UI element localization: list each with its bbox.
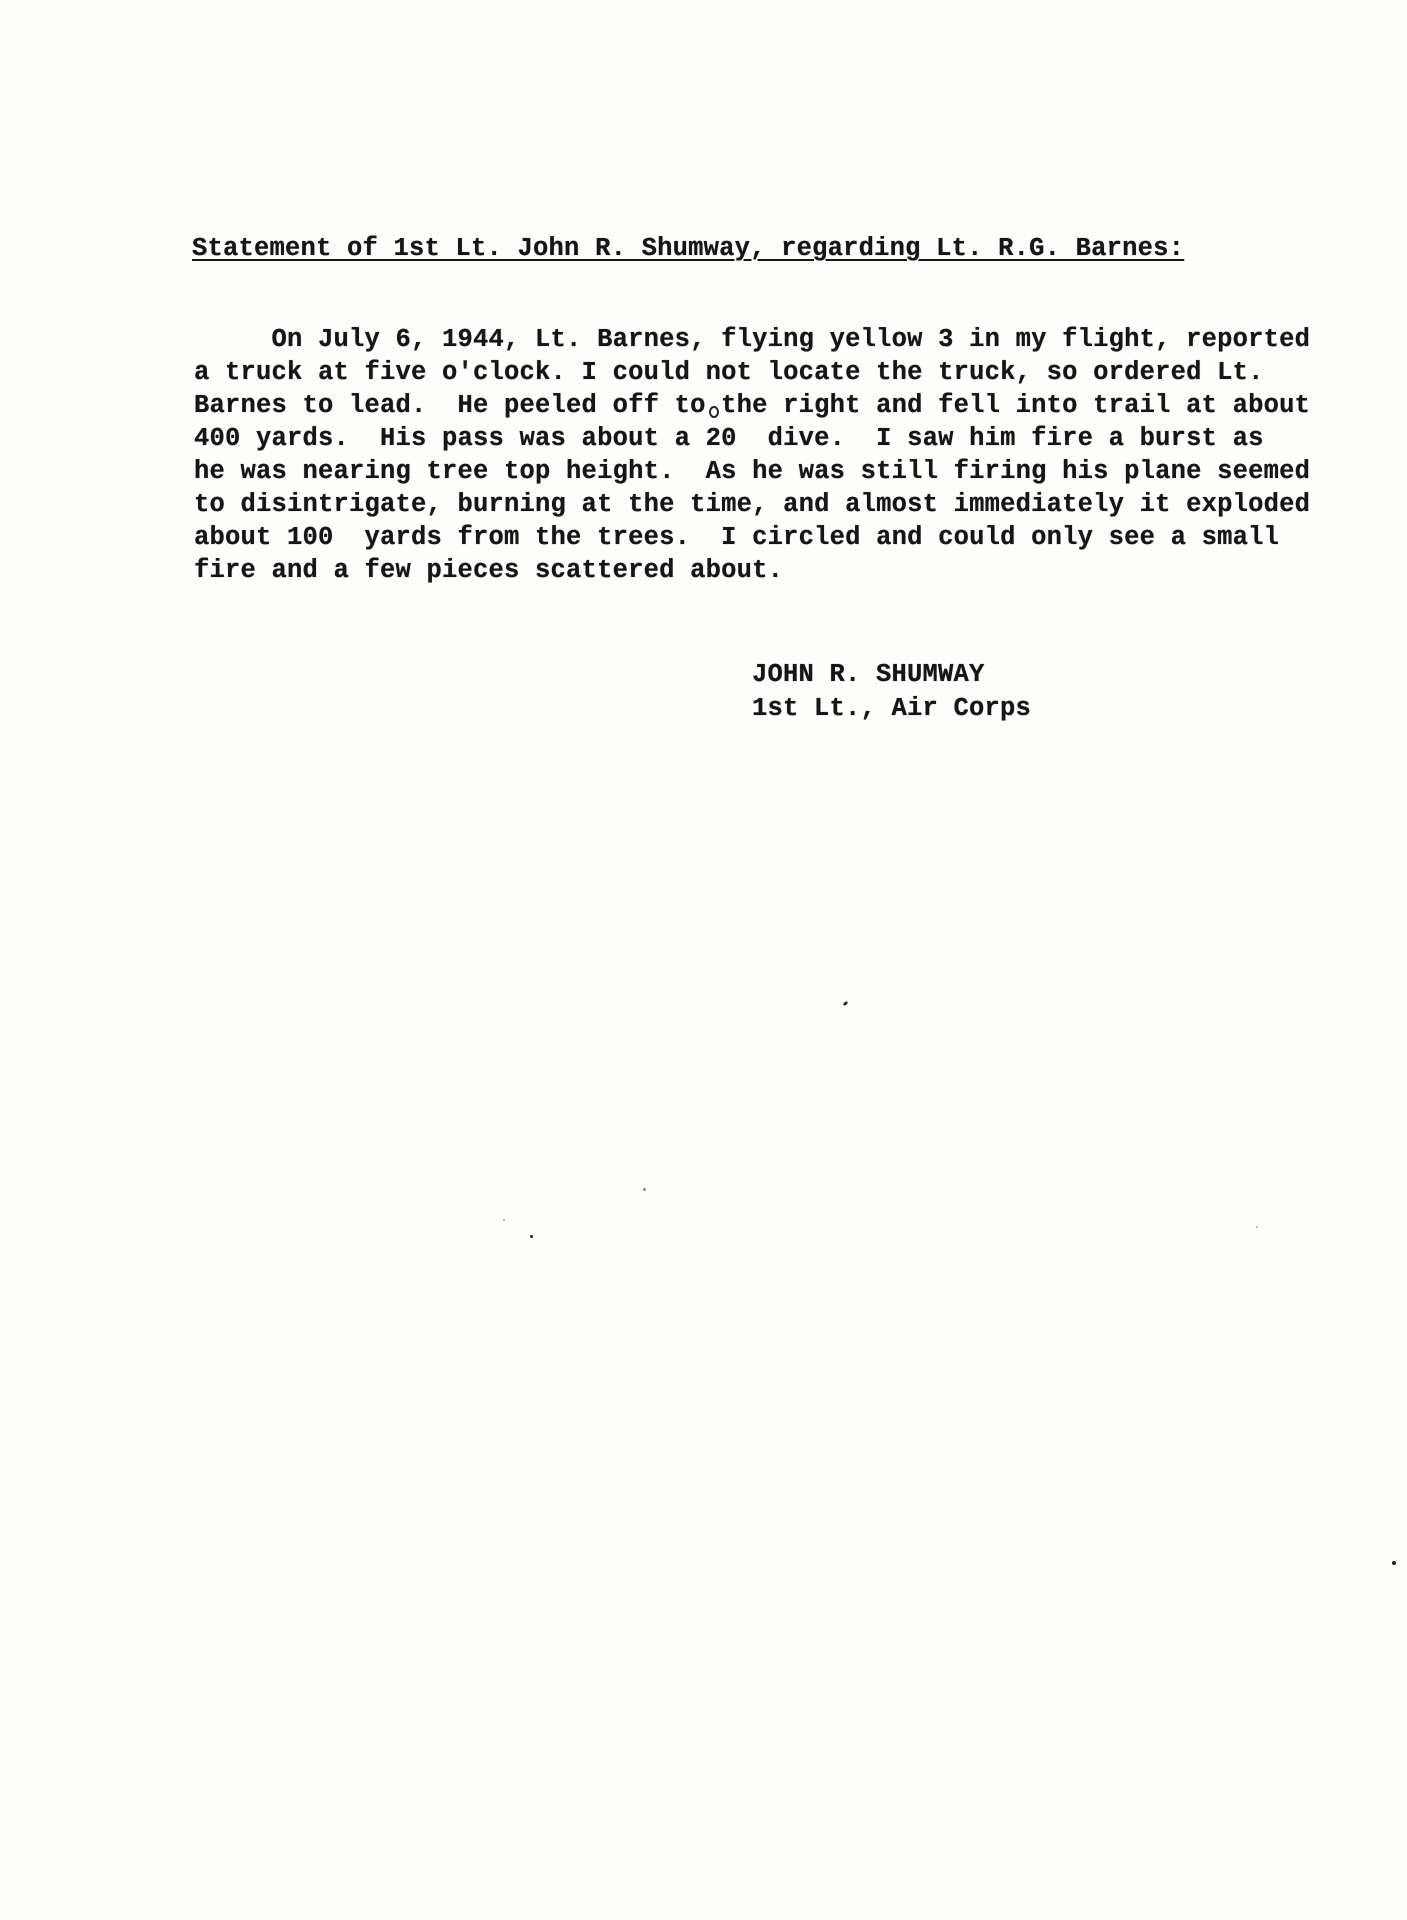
signature-name: JOHN R. SHUMWAY <box>752 660 985 689</box>
ink-speck <box>1256 1226 1258 1228</box>
statement-title: Statement of 1st Lt. John R. Shumway, regarding Lt. R.G. Barnes: <box>192 234 1185 263</box>
ink-speck <box>843 1001 849 1007</box>
body-line-2: a truck at five o'clock. I could not locate the truck, so ordered Lt. <box>194 358 1264 387</box>
ink-speck <box>643 1188 646 1191</box>
body-line-8: fire and a few pieces scattered about. <box>194 556 784 585</box>
ink-speck <box>530 1235 533 1238</box>
body-line-3: Barnes to lead. He peeled off to the right and fell into trail at about <box>194 391 1311 420</box>
body-line-4: 400 yards. His pass was about a 20 dive. I saw him fire a burst as <box>194 424 1264 453</box>
body-line-6: to disintrigate, burning at the time, and almost immediately it exploded <box>194 490 1311 519</box>
ink-speck <box>1392 1561 1396 1565</box>
body-line-5: he was nearing tree top height. As he was still firing his plane seemed <box>194 457 1311 486</box>
ink-speck <box>503 1219 505 1221</box>
body-line-7: about 100 yards from the trees. I circled and could only see a small <box>194 523 1280 552</box>
signature-rank: 1st Lt., Air Corps <box>752 694 1032 723</box>
degree-mark <box>709 406 719 418</box>
body-line-1: On July 6, 1944, Lt. Barnes, flying yellow 3 in my flight, reported <box>194 325 1311 354</box>
